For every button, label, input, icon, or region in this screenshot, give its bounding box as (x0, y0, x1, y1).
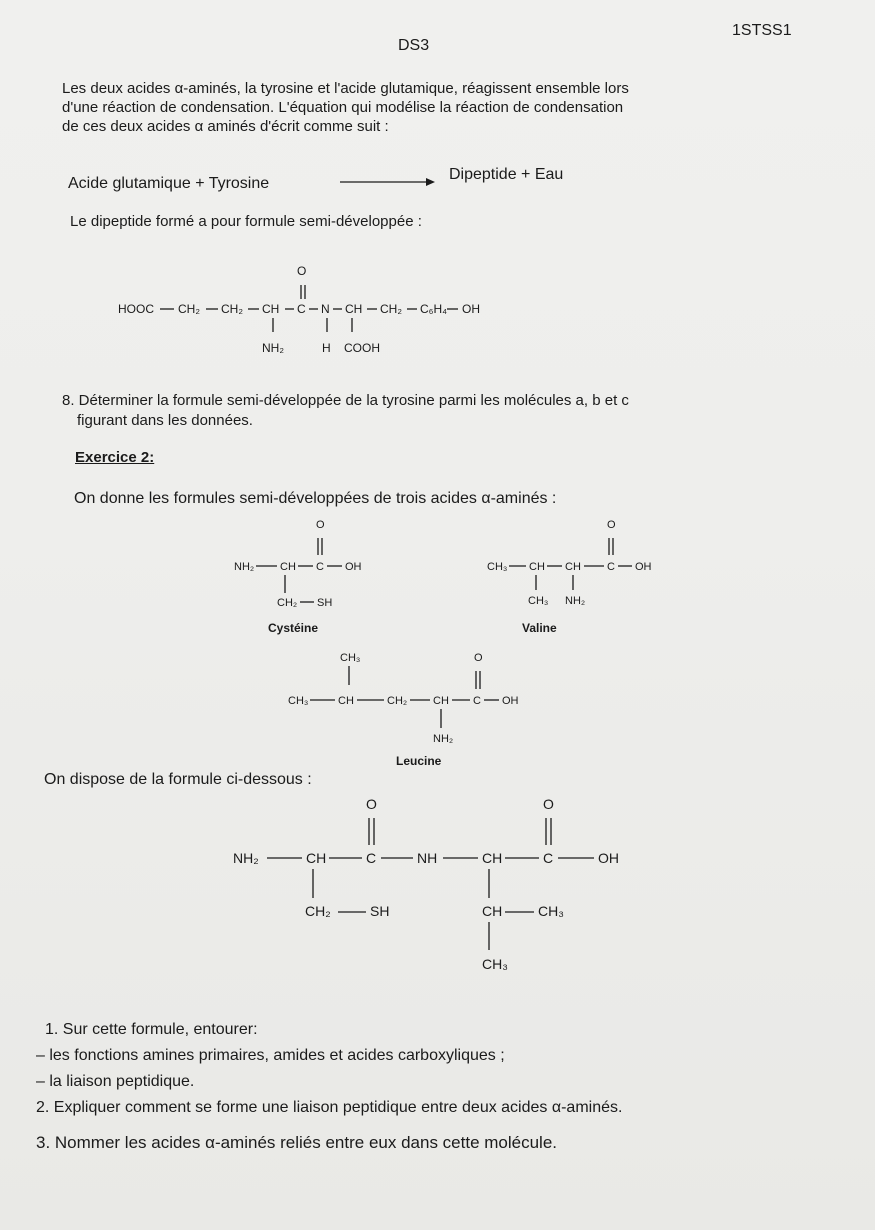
val-o: O (607, 519, 616, 531)
leu-ch-alpha: CH (433, 695, 449, 707)
leu-ch3-top: CH₃ (340, 652, 361, 664)
class-code: 1STSS1 (732, 22, 792, 39)
dp-ch2-a: CH₂ (178, 302, 200, 316)
big-c-val: C (543, 850, 554, 866)
big-o-val: O (543, 796, 554, 812)
question-8-line-1: 8. Déterminer la formule semi-développée de la tyrosine parmi les molécules a, b et c (62, 392, 629, 409)
dp-ch2-tyr: CH₂ (380, 302, 402, 316)
valine-label: Valine (522, 621, 557, 635)
dp-amide-h: H (322, 341, 331, 355)
big-ch2: CH₂ (305, 903, 331, 919)
question-8-line-2: figurant dans les données. (77, 412, 253, 429)
leu-ch3-left: CH₃ (288, 695, 309, 707)
big-ch3-bottom: CH₃ (482, 956, 508, 972)
equation-reactants: Acide glutamique + Tyrosine (68, 175, 270, 192)
dipeptide-intro: Le dipeptide formé a pour formule semi-développée : (70, 213, 422, 230)
leu-nh2: NH₂ (433, 733, 454, 745)
big-o-cys: O (366, 796, 377, 812)
big-nh2: NH₂ (233, 850, 259, 866)
cysteine-label: Cystéine (268, 621, 319, 635)
leu-o: O (474, 652, 483, 664)
question-1b: – la liaison peptidique. (36, 1073, 195, 1090)
val-c: C (607, 561, 615, 573)
big-ch-val: CH (482, 850, 503, 866)
cys-c: C (316, 561, 324, 573)
cys-ch: CH (280, 561, 296, 573)
big-oh: OH (598, 850, 619, 866)
leucine-label: Leucine (396, 754, 442, 768)
dp-ch-tyr: CH (345, 302, 363, 316)
dp-carbonyl-c: C (297, 302, 306, 316)
leu-oh: OH (502, 695, 519, 707)
equation-products: Dipeptide + Eau (449, 166, 564, 183)
big-c-cys: C (366, 850, 377, 866)
dispose-text: On dispose de la formule ci-dessous : (44, 771, 312, 788)
val-ch-beta: CH (529, 561, 545, 573)
dp-hooc: HOOC (118, 302, 154, 316)
val-ch-alpha: CH (565, 561, 581, 573)
question-1a: – les fonctions amines primaires, amides et acides carboxyliques ; (36, 1047, 505, 1064)
dp-oh: OH (462, 302, 480, 316)
exercise-2-heading: Exercice 2: (75, 449, 155, 466)
exercise-2-intro: On donne les formules semi-développées de trois acides α-aminés : (74, 490, 557, 507)
val-oh: OH (635, 561, 652, 573)
val-ch3-branch: CH₃ (528, 595, 549, 607)
leu-ch2: CH₂ (387, 695, 408, 707)
leu-ch-gamma: CH (338, 695, 354, 707)
val-nh2: NH₂ (565, 595, 586, 607)
question-3: 3. Nommer les acides α-aminés reliés entre eux dans cette molécule. (36, 1133, 557, 1152)
val-ch3-main: CH₃ (487, 561, 508, 573)
exam-title: DS3 (398, 37, 430, 54)
intro-line-3: de ces deux acides α aminés d'écrit comme suit : (62, 118, 389, 135)
intro-line-2: d'une réaction de condensation. L'équation qui modélise la réaction de condensation (62, 99, 624, 116)
dp-ch-alpha: CH (262, 302, 280, 316)
big-ch-cys: CH (306, 850, 327, 866)
intro-line-1: Les deux acides α-aminés, la tyrosine et l'acide glutamique, réagissent ensemble lors (62, 80, 629, 97)
cys-oh: OH (345, 561, 362, 573)
dp-carbonyl-o: O (297, 264, 307, 278)
cys-ch2: CH₂ (277, 597, 298, 609)
big-ch-branch: CH (482, 903, 503, 919)
big-sh: SH (370, 903, 390, 919)
cys-sh: SH (317, 597, 333, 609)
cys-o: O (316, 519, 325, 531)
question-1: 1. Sur cette formule, entourer: (45, 1021, 258, 1038)
leu-c: C (473, 695, 481, 707)
big-ch3-right: CH₃ (538, 903, 564, 919)
dp-amine: NH₂ (262, 341, 284, 355)
big-nh: NH (417, 850, 438, 866)
cys-nh2: NH₂ (234, 561, 255, 573)
dp-amide-n: N (321, 302, 330, 316)
question-2: 2. Expliquer comment se forme une liaison peptidique entre deux acides α-aminés. (36, 1099, 623, 1116)
dp-c6h4: C₆H₄ (420, 302, 448, 316)
dp-ch2-b: CH₂ (221, 302, 243, 316)
dp-carboxyl: COOH (344, 341, 380, 355)
